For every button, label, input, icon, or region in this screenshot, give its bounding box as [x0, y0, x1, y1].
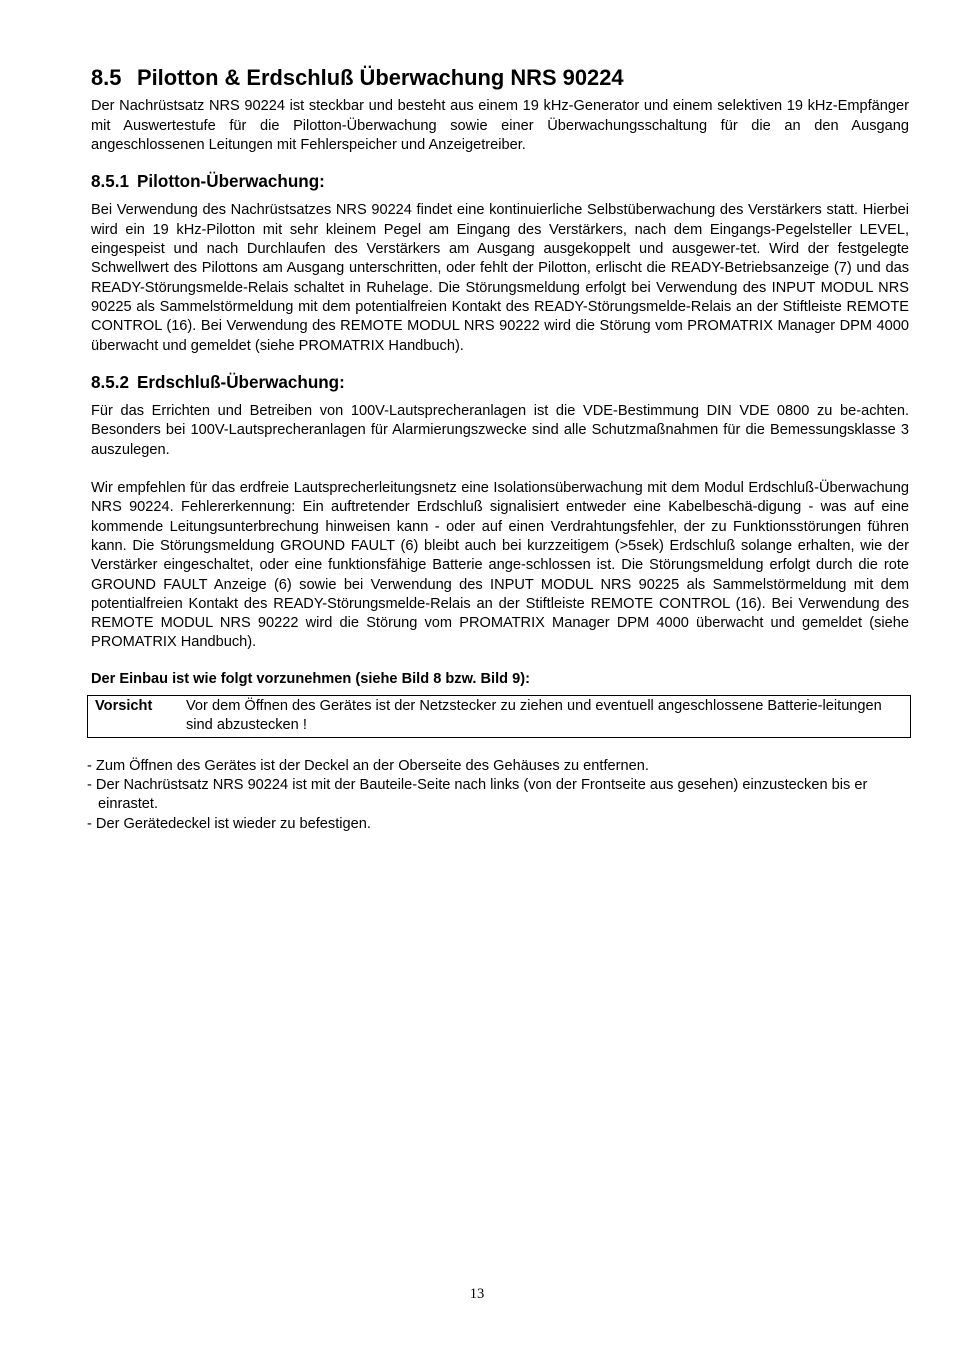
section-number: 8.5 — [91, 65, 122, 90]
list-item: - Der Gerätedeckel ist wieder zu befestigen. — [87, 815, 371, 832]
subsection-title: Erdschluß-Überwachung: — [137, 372, 345, 392]
installation-steps — [87, 757, 909, 834]
erdschluss-paragraph-1: Für das Errichten und Betreiben von 100V-Lautsprecheranlagen ist die VDE-Bestimmung DIN VDE 0800 zu be-achten. Besonders bei 100V-Lautsprecheranlagen für Alarmierungszwecke sind alle Schutzmaßnahmen für die Bemessungsklasse 3 auszulegen. — [91, 403, 909, 458]
page-number: 13 — [469, 1286, 485, 1302]
warning-label: Vorsicht — [95, 698, 153, 715]
section-heading — [91, 65, 909, 90]
subsection-number: 8.5.2 — [91, 372, 129, 392]
installation-heading: Der Einbau ist wie folgt vorzunehmen (siehe Bild 8 bzw. Bild 9): — [91, 670, 530, 687]
warning-text: Vor dem Öffnen des Gerätes ist der Netzstecker zu ziehen und eventuell angeschlossene Batterie-leitungen sind abzustecken ! — [186, 698, 882, 734]
document-page — [87, 65, 909, 834]
warning-box — [87, 695, 911, 738]
subsection-heading-pilotton — [91, 172, 909, 191]
subsection-heading-erdschluss — [91, 373, 909, 392]
list-item: - Der Nachrüstsatz NRS 90224 ist mit der Bauteile-Seite nach links (von der Frontseite aus gesehen) einzustecken bis er einrastet. — [87, 776, 868, 813]
section-intro: Der Nachrüstsatz NRS 90224 ist steckbar und besteht aus einem 19 kHz-Generator und einem selektiven 19 kHz-Empfänger mit Auswertestufe für die Pilotton-Überwachung sowie einer Überwachungsschaltung für die an den Ausgang angeschlossenen Leitungen mit Fehlerspeicher und Anzeigetreiber. — [91, 98, 909, 153]
subsection-title: Pilotton-Überwachung: — [137, 172, 325, 192]
subsection-number: 8.5.1 — [91, 172, 129, 192]
list-item: - Zum Öffnen des Gerätes ist der Deckel an der Oberseite des Gehäuses zu entfernen. — [87, 757, 649, 774]
pilotton-paragraph: Bei Verwendung des Nachrüstsatzes NRS 90224 findet eine kontinuierliche Selbstüberwachung des Verstärkers statt. Hierbei wird ein 19 kHz-Pilotton mit sehr kleinem Pegel am Eingang des Verstärkers, nach dem Eingangs-Pegelsteller LEVEL, eingespeist und nach Durchlaufen des Verstärkers am Ausgang ausgekoppelt und ausgewer-tet. Wird der festgelegte Schwellwert des Pilottons am Ausgang unterschritten, oder fehlt der Pilotton, erlischt die READY-Betriebsanzeige (7) und das READY-Störungsmelde-Relais schaltet in Ruhelage. Die Störungsmeldung erfolgt bei Verwendung des INPUT MODUL NRS 90225 als Sammelstörmeldung mit dem potentialfreien Kontakt des READY-Störungsmelde-Relais an der Stiftleiste REMOTE CONTROL (16). Bei Verwendung des REMOTE MODUL NRS 90222 wird die Störung vom PROMATRIX Manager DPM 4000 überwacht und gemeldet (siehe PROMATRIX Handbuch). — [91, 202, 909, 354]
erdschluss-paragraph-2: Wir empfehlen für das erdfreie Lautsprecherleitungsnetz eine Isolationsüberwachung mit dem Modul Erdschluß-Überwachung NRS 90224. Fehlererkennung: Ein auftretender Erdschluß signalisiert entweder eine Kabelbeschä-digung - was auf eine kommende Leitungsunterbrechung hinweisen kann - oder auf einen Verdrahtungsfehler, der zu Funktionsstörungen führen kann. Die Störungsmeldung GROUND FAULT (6) bleibt auch bei kurzzeitigem (>5sek) Erdschluß solange erhalten, wie der Verstärker eingeschaltet, oder eine funktionsfähige Batterie ange-schlossen ist. Die Störungsmeldung erfolgt durch die rote GROUND FAULT Anzeige (6) sowie bei Verwendung des INPUT MODUL NRS 90225 als Sammelstörmeldung mit dem potentialfreien Kontakt des READY-Störungsmelde-Relais an der Stiftleiste REMOTE CONTROL (16). Bei Verwendung des REMOTE MODUL NRS 90222 wird die Störung vom PROMATRIX Manager DPM 4000 überwacht und gemeldet (siehe PROMATRIX Handbuch). — [91, 480, 909, 651]
section-title: Pilotton & Erdschluß Überwachung NRS 90224 — [137, 65, 624, 90]
